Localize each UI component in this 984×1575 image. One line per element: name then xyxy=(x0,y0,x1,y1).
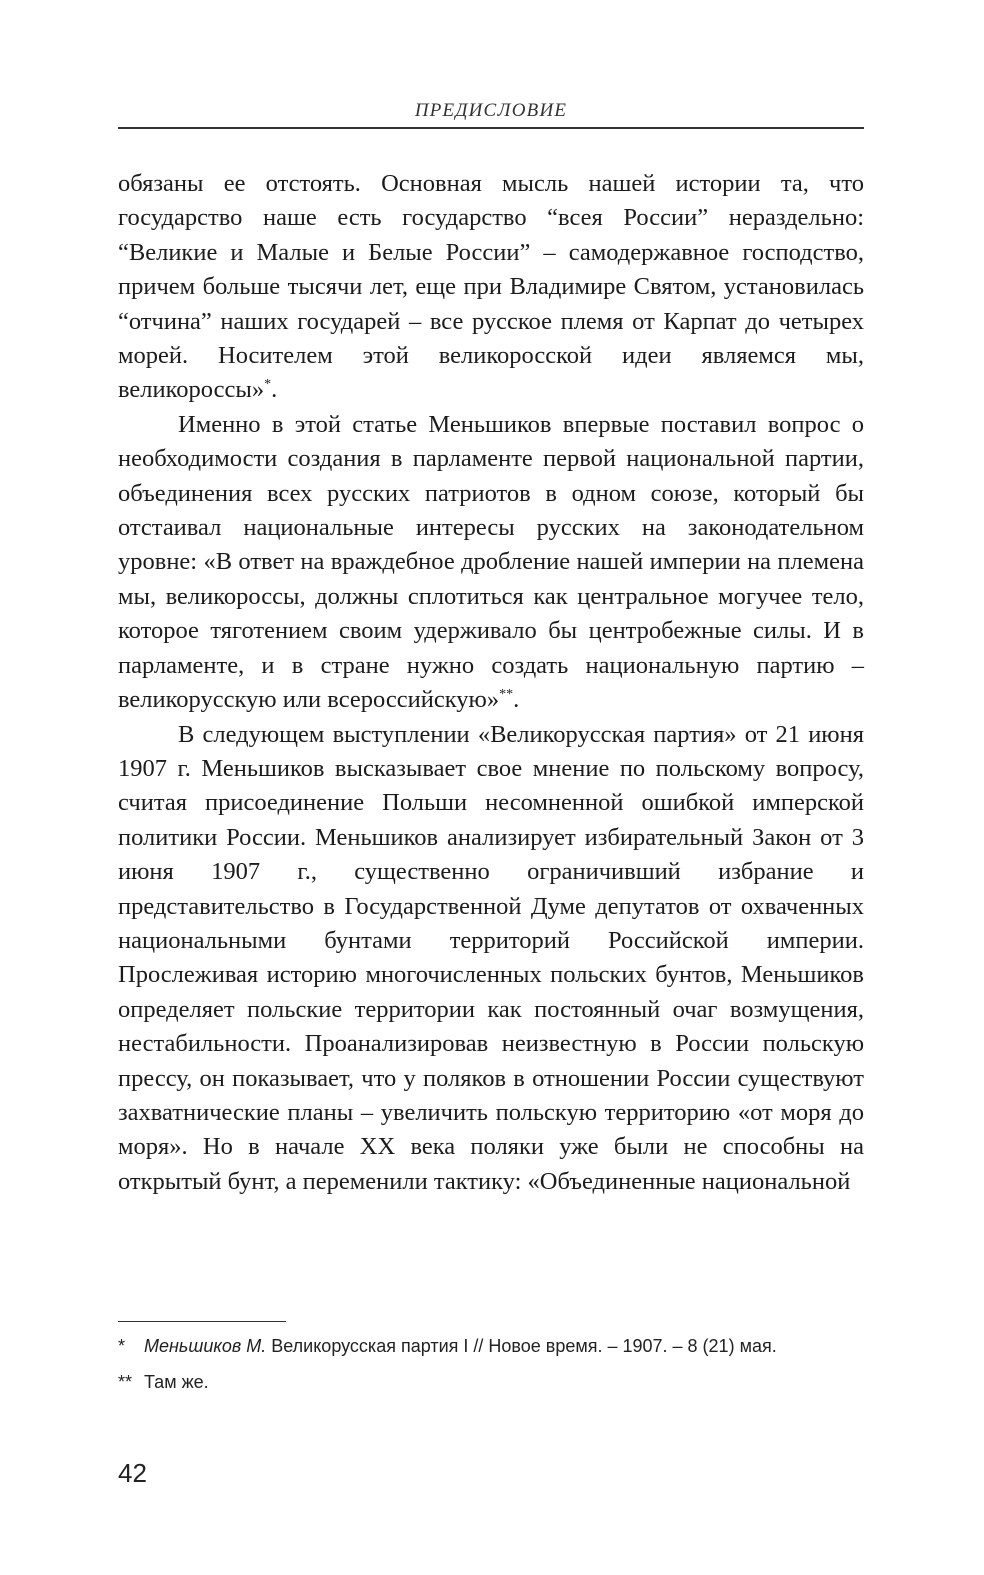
page-number: 42 xyxy=(118,1458,147,1488)
paragraph-1: обязаны ее отстоять. Основная мысль нашей истории та, что государство наше есть государство “всея России” нераздельно: “Великие и Малые и Белые России” – самодержавное господство, причем больше тысячи лет, еще при Владимире Святом, установилась “отчина” наших государей – все русское племя от Карпат до четырех морей. Носителем этой великоросской идеи являемся мы, великороссы»*. xyxy=(118,170,864,404)
footnote-ref-1[interactable]: * xyxy=(264,377,272,393)
paragraph-3-text: В следующем выступлении «Великорусская партия» от 21 июня 1907 г. Меньшиков высказывает свое мнение по польскому вопросу, считая присоединение Польши несомненной ошибкой имперской политики России. Меньшиков анализирует избирательный Закон от 3 июня 1907 г., существенно ограничивший избрание и представительство в Государственной Думе депутатов от охваченных национальными бунтами территорий Российской империи. Прослеживая историю многочисленных польских бунтов, Меньшиков определяет польские территории как постоянный очаг возмущения, нестабильности. Проанализировав неизвестную в России польскую прессу, он показывает, что у поляков в отношении России существуют захватнические планы – увеличить польскую территорию «от моря до моря». Но в начале XX века поляки уже были не способны на открытый бунт, а переменили тактику: «Объединенные национальной xyxy=(118,720,864,1195)
footnote-2 xyxy=(118,1369,864,1395)
header-rule xyxy=(118,127,864,129)
footnote-ref-2[interactable]: ** xyxy=(499,687,514,703)
paragraph-2-text: Именно в этой статье Меньшиков впервые поставил вопрос о необходимости создания в парламенте первой национальной партии, объединения всех русских патриотов в одном союзе, который бы отстаивал национальные интересы русских на законодательном уровне: «В ответ на враждебное дробление нашей империи на племена мы, великороссы, должны сплотиться как центральное могучее тело, которое тяготением своим удерживало бы центробежные силы. И в парламенте, и в стране нужно создать национальную партию – великорусскую или всероссийскую» xyxy=(118,410,864,714)
paragraph-1-text: обязаны ее отстоять. Основная мысль нашей истории та, что государство наше есть государство “всея России” нераздельно: “Великие и Малые и Белые России” – самодержавное господство, причем больше тысячи лет, еще при Владимире Святом, установилась “отчина” наших государей – все русское племя от Карпат до четырех морей. Носителем этой великоросской идеи являемся мы, великороссы» xyxy=(118,170,864,404)
footnotes xyxy=(118,1333,864,1405)
paragraph-2: Именно в этой статье Меньшиков впервые поставил вопрос о необходимости создания в парламенте первой национальной партии, объединения всех русских патриотов в одном союзе, который бы отстаивал национальные интересы русских на законодательном уровне: «В ответ на враждебное дробление нашей империи на племена мы, великороссы, должны сплотиться как центральное могучее тело, которое тяготением своим удерживало бы центробежные силы. И в парламенте, и в стране нужно создать национальную партию – великорусскую или всероссийскую»**. xyxy=(118,410,864,714)
footnote-2-mark: ** xyxy=(118,1372,133,1392)
footnote-rule xyxy=(118,1321,286,1322)
paragraph-3 xyxy=(118,718,864,1200)
footnote-1-mark: * xyxy=(118,1336,126,1356)
running-header: ПРЕДИСЛОВИЕ xyxy=(414,100,568,121)
footnote-1-author: Меньшиков М. xyxy=(144,1336,267,1356)
footnote-1 xyxy=(118,1333,864,1359)
main-text xyxy=(118,167,864,1199)
footnote-2-text: Там же. xyxy=(144,1372,209,1392)
footnote-1-text: Великорусская партия I // Новое время. – 1907. – 8 (21) мая. xyxy=(271,1336,777,1356)
